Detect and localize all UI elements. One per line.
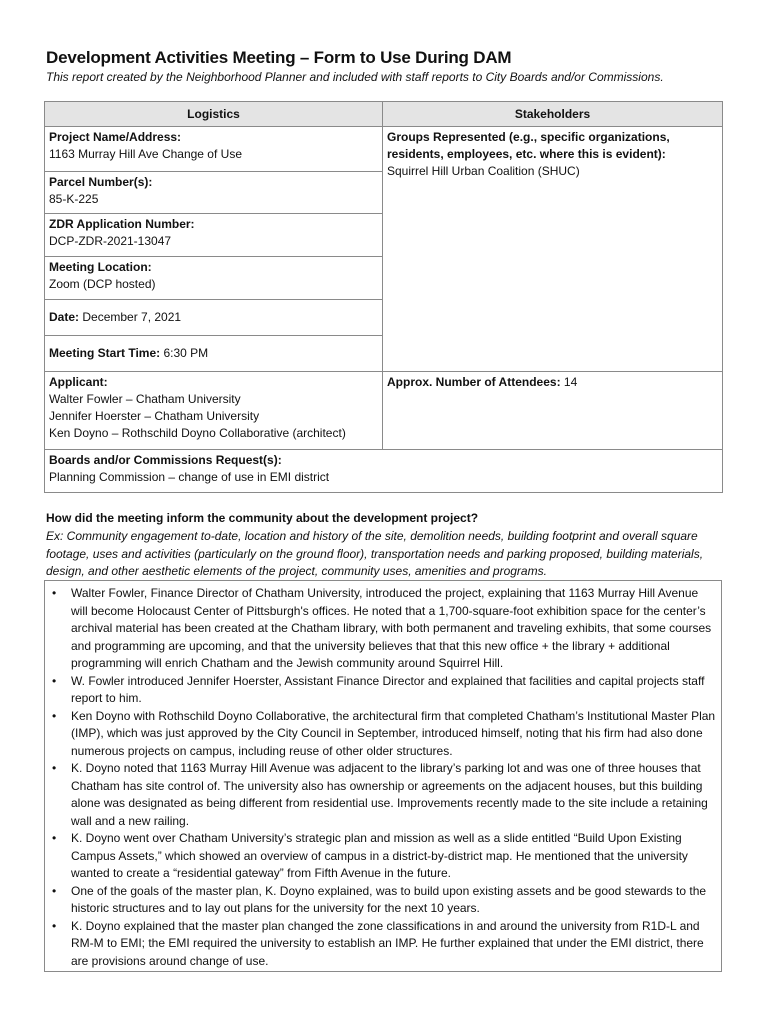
location-cell [45, 257, 383, 300]
logistics-header: Logistics [45, 102, 383, 127]
attendees-label: Approx. Number of Attendees: [387, 375, 561, 389]
applicant-cell [45, 372, 383, 450]
zdr-label: ZDR Application Number: [49, 217, 195, 231]
meeting-notes-list [45, 585, 717, 970]
zdr-cell [45, 214, 383, 257]
list-item [52, 830, 717, 883]
groups-cell [383, 127, 723, 372]
date-label: Date: [49, 310, 80, 324]
page-subtitle: This report created by the Neighborhood Planner and included with staff reports to City Boards and/or Commissions. [46, 70, 664, 84]
location-label: Meeting Location: [49, 260, 152, 274]
stakeholders-header: Stakeholders [383, 102, 723, 127]
applicant-line: Jennifer Hoerster – Chatham University [49, 409, 260, 423]
list-item-text: W. Fowler introduced Jennifer Hoerster, Assistant Finance Director and explained that facilities and capital projects staff report to him. [71, 673, 705, 705]
list-item [52, 760, 717, 830]
project-label: Project Name/Address: [49, 130, 182, 144]
bullet-icon: • [52, 673, 57, 688]
list-item [52, 585, 717, 673]
list-item-text: Walter Fowler, Finance Director of Chatham University, introduced the project, explaining that 1163 Murray Hill Avenue will become Holocaust Center of Pittsburgh's offices. He noted that a 1,700-square-foot exhibition space for the center’s archival material has been created at the Chatham library, with both permanent and traveling exhibits, that some courses and programming are upcoming, and that the university believes that that this new office + the library + additional programming will enrich Chatham and the Jewish community around Squirrel Hill. [71, 586, 712, 670]
parcel-label: Parcel Number(s): [49, 175, 153, 189]
location-value: Zoom (DCP hosted) [49, 277, 156, 291]
meeting-notes-box [44, 580, 722, 972]
list-item [52, 918, 717, 971]
question-example: Ex: Community engagement to-date, location and history of the site, demolition needs, building footprint and overall square footage, uses and activities (particularly on the ground floor), transportation needs and parking proposed, building materials, design, and other aesthetic elements of the project, community uses, amenities and programs. [46, 529, 704, 578]
list-item-text: K. Doyno explained that the master plan changed the zone classifications in and around the university from R1D-L and RM-M to EMI; the EMI required the university to establish an IMP. He further explained that under the EMI district, there are provisions around change of use. [71, 918, 704, 968]
start-time-cell [45, 336, 383, 372]
date-cell [45, 300, 383, 336]
bullet-icon: • [52, 586, 57, 600]
bullet-icon: • [52, 761, 57, 775]
list-item-text: One of the goals of the master plan, K. Doyno explained, was to build upon existing assets and be good stewards to the historic structures and to lay out plans for the university for the next 10 years. [71, 883, 707, 915]
applicant-label: Applicant: [49, 375, 108, 389]
bullet-icon: • [52, 883, 57, 898]
parcel-cell [45, 172, 383, 214]
zdr-value: DCP-ZDR-2021-13047 [49, 234, 172, 248]
project-cell [45, 127, 383, 172]
groups-value: Squirrel Hill Urban Coalition (SHUC) [387, 164, 580, 178]
applicant-line: Walter Fowler – Chatham University [49, 392, 241, 406]
list-item [52, 708, 717, 761]
bullet-icon: • [52, 831, 57, 845]
boards-cell [45, 450, 723, 493]
page-title: Development Activities Meeting – Form to Use During DAM [46, 48, 512, 67]
attendees-cell [383, 372, 723, 450]
attendees-value: 14 [560, 375, 578, 389]
boards-value: Planning Commission – change of use in EMI district [49, 470, 330, 484]
list-item-text: Ken Doyno with Rothschild Doyno Collaborative, the architectural firm that completed Chatham’s Institutional Master Plan (IMP), which was just approved by the City Council in September, introduced himself, noting that his firm had also done numerous projects on campus, including reuse of other older structures. [71, 708, 716, 758]
groups-label: Groups Represented (e.g., specific organizations, residents, employees, etc. where this is evident): [387, 130, 670, 161]
date-value: December 7, 2021 [79, 310, 182, 324]
logistics-table [44, 101, 723, 493]
list-item [52, 883, 717, 918]
bullet-icon: • [52, 708, 57, 723]
project-value: 1163 Murray Hill Ave Change of Use [49, 147, 242, 161]
parcel-value: 85-K-225 [49, 192, 99, 206]
bullet-icon: • [52, 918, 57, 933]
applicant-line: Ken Doyno – Rothschild Doyno Collaborative (architect) [49, 426, 346, 440]
start-time-value: 6:30 PM [160, 346, 209, 360]
list-item-text: K. Doyno noted that 1163 Murray Hill Avenue was adjacent to the library’s parking lot and was one of three houses that Chatham has site control of. The university also has ownership or agreements on the adjacent houses, but this building alone was designated as being different from residential use. Improvements recently made to the site include a retaining wall and a new railing. [71, 761, 708, 828]
question-title: How did the meeting inform the community about the development project? [46, 511, 479, 525]
list-item [52, 673, 717, 708]
start-time-label: Meeting Start Time: [49, 346, 161, 360]
boards-label: Boards and/or Commissions Request(s): [49, 453, 282, 467]
list-item-text: K. Doyno went over Chatham University’s strategic plan and mission as well as a slide entitled “Build Upon Existing Campus Assets,” which showed an overview of campus in a district-by-district map. He mentioned that the university wanted to create a “residential gateway” from Fifth Avenue in the future. [71, 831, 688, 880]
